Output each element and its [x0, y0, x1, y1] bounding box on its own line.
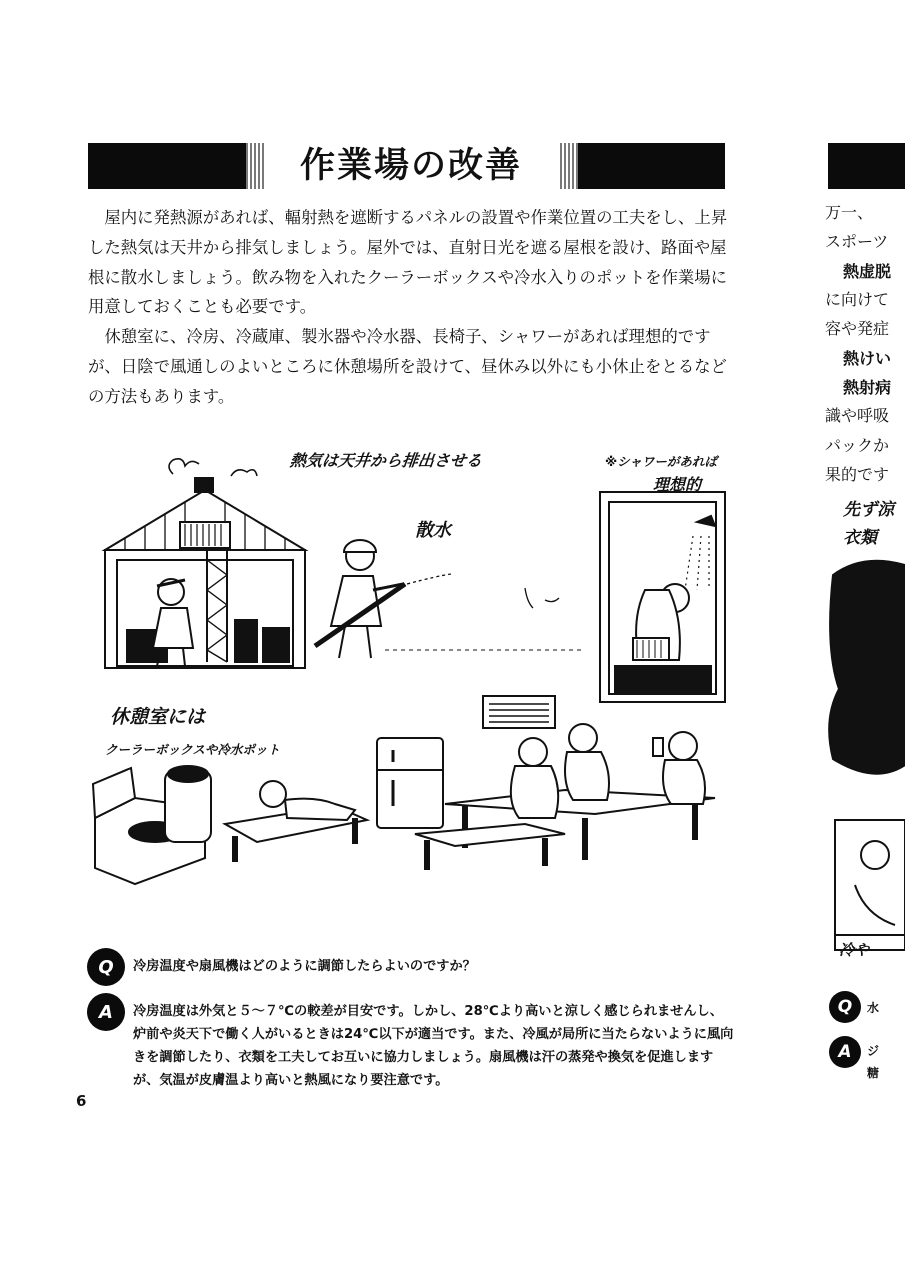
caption-shower-line2: 理想的 [653, 475, 702, 494]
intro-paragraph-1: 屋内に発熱源があれば、輻射熱を遮断するパネルの設置や作業位置の工夫をし、上昇した熱気は天井から排気しましょう。屋外では、直射日光を遮る屋根を設け、路面や屋根に散水しましょう。飲み物を入れたクーラーボックスや冷水入りのポットを作業場に用意しておくことも必要です。 [88, 208, 728, 317]
edge-question-badge-icon: Q [829, 991, 861, 1023]
intro-text [88, 203, 728, 412]
adjacent-title-bar [828, 143, 905, 189]
caption-shower-line1: ※シャワーがあれば [605, 454, 717, 469]
edge-line-5: 容や発症 [825, 319, 890, 338]
page-number: 6 [76, 1092, 87, 1110]
factory-building-drawing [105, 459, 305, 668]
edge-line-10: 果的です [825, 465, 890, 484]
edge-line-7: 熱射病 [843, 378, 892, 397]
edge-art-caption: 冷や [839, 941, 870, 959]
caption-cooler: クーラーボックスや冷水ポット [105, 742, 280, 757]
illustration-drawing [85, 440, 735, 900]
edge-answer-fragment-2: 糖 [867, 1066, 880, 1080]
edge-line-9: パックか [825, 436, 890, 455]
edge-answer-badge-icon: A [829, 1036, 861, 1068]
workplace-illustration [85, 440, 735, 900]
edge-handwritten-1: 先ず涼 [843, 500, 894, 520]
edge-question-fragment: 水 [867, 1001, 880, 1015]
caption-rest-room: 休憩室には [110, 706, 206, 728]
shower-booth-drawing [600, 492, 725, 702]
title-bar-left [88, 143, 246, 189]
page-title: 作業場の改善 [299, 146, 522, 186]
edge-line-1: 万一、 [825, 203, 874, 222]
edge-line-4: に向けて [825, 290, 890, 309]
intro-paragraph-2: 休憩室に、冷房、冷蔵庫、製氷器や冷水器、長椅子、シャワーがあれば理想的ですが、日陰で風通しのよいところに休憩場所を設けて、昼休み以外にも小休止をとるなどの方法もあります。 [88, 327, 727, 406]
edge-handwritten-2: 衣類 [843, 528, 877, 548]
question-text: 冷房温度や扇風機はどのように調節したらよいのですか？ [133, 959, 476, 974]
answer-badge-icon: A [89, 995, 123, 1029]
edge-line-3: 熱虚脱 [843, 262, 892, 281]
edge-answer-fragment-1: ジ [867, 1044, 880, 1058]
edge-line-6: 熱けい [843, 349, 892, 368]
edge-tree-drawing [825, 555, 905, 975]
caption-water-spray: 散水 [415, 520, 451, 541]
water-spray-worker-drawing [315, 540, 585, 658]
edge-line-8: 識や呼吸 [825, 406, 890, 425]
adjacent-page-edge [825, 0, 905, 1280]
answer-text: 冷房温度は外気と５～７℃の較差が目安です。しかし、28℃より高いと涼しく感じられませんし、炉前や炎天下で働く人がいるときは24℃以下が適当です。また、冷風が局所に当たらないように風向きを調節したり、衣類を工夫してお互いに協力しましょう。扇風機は汗の蒸発や換気を促進しますが、気温が皮膚温より高いと熱風になり要注意です。 [133, 1004, 734, 1088]
caption-heat-exhaust: 熱気は天井から排出させる [288, 451, 483, 470]
question-badge-icon: Q [89, 950, 123, 984]
title-bar-right [578, 143, 725, 189]
edge-line-2: スポーツ [825, 232, 889, 251]
